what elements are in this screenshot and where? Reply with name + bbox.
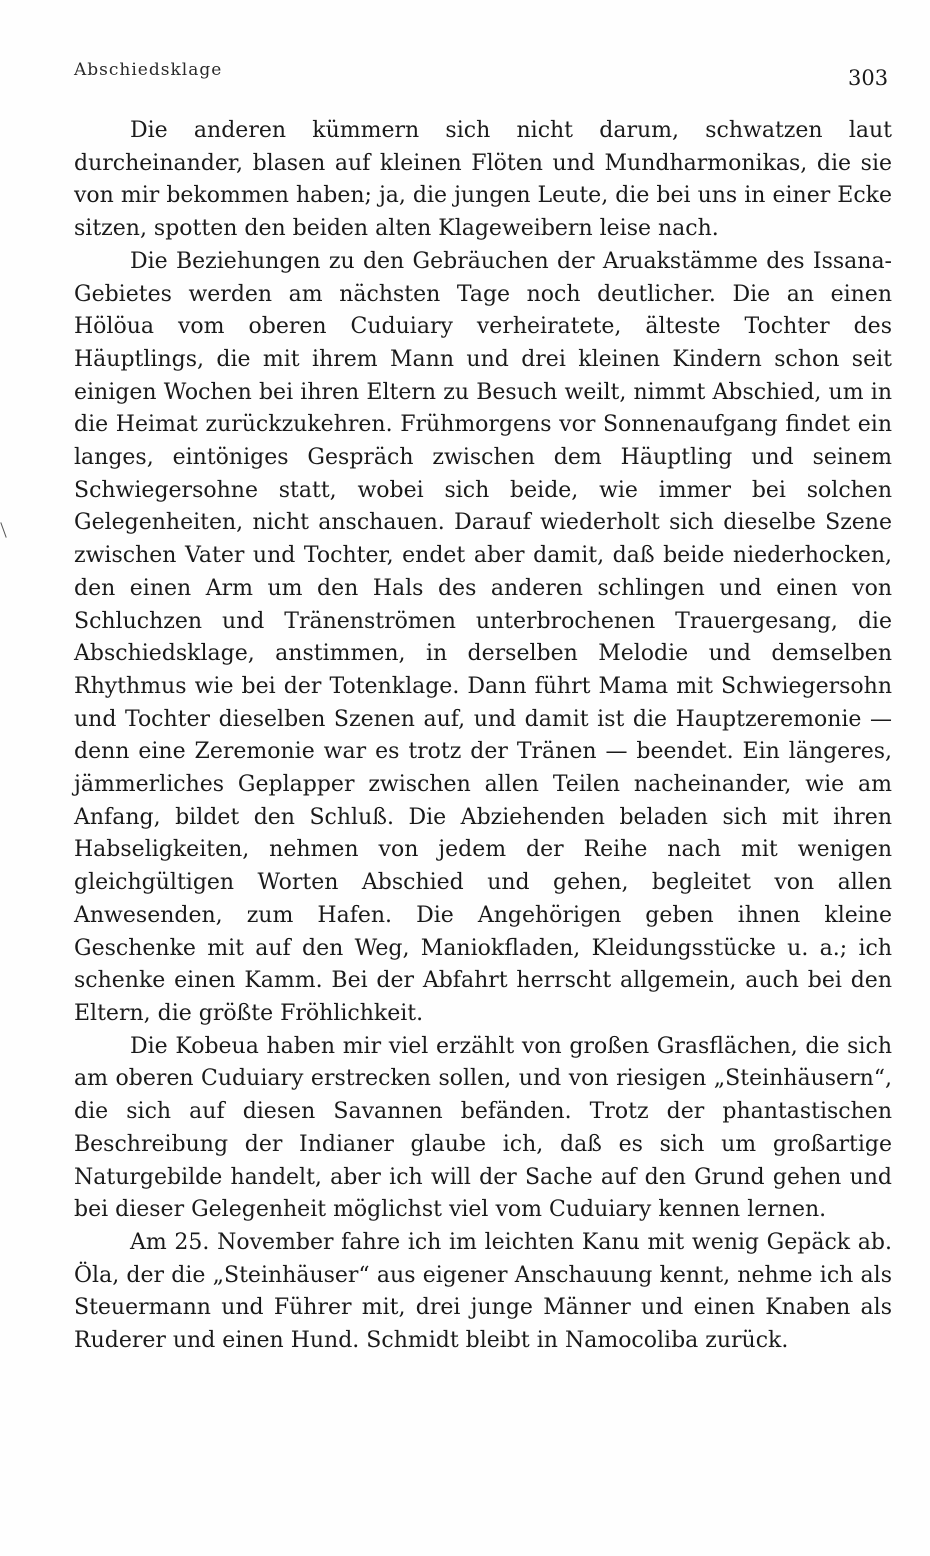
paragraph: Am 25. November fahre ich im leichten Kanu mit wenig Gepäck ab. Öla, der die „Steinhäuser“ aus eigener Anschauung kennt, nehme ich als Steuermann und Führer mit, drei junge Männer und einen Knaben als Ruderer und einen Hund. Schmidt bleibt in Namocoliba zurück. xyxy=(74,1229,892,1354)
page-number: 303 xyxy=(848,66,889,90)
paragraph: Die Beziehungen zu den Gebräuchen der Aruakstämme des Issana-Gebietes werden am nächsten Tage noch deutlicher. Die an einen Hölöua vom oberen Cuduiary verheiratete, älteste Tochter des Häuptlings, die mit ihrem Mann und drei kleinen Kindern schon seit einigen Wochen bei ihren Eltern zu Besuch weilt, nimmt Abschied, um in die Heimat zurückzukehren. Frühmorgens vor Sonnenaufgang findet ein langes, eintöniges Gespräch zwischen dem Häuptling und seinem Schwiegersohne statt, wobei sich beide, wie immer bei solchen Gelegenheiten, nicht anschauen. Darauf wiederholt sich dieselbe Szene zwischen Vater und Tochter, endet aber damit, daß beide niederhocken, den einen Arm um den Hals des anderen schlingen und einen von Schluchzen und Tränenströmen unterbrochenen Trauergesang, die Abschiedsklage, anstimmen, in derselben Melodie und demselben Rhythmus wie bei der Totenklage. Dann führt Mama mit Schwiegersohn und Tochter dieselben Szenen auf, und damit ist die Hauptzeremonie — denn eine Zeremonie war es trotz der Tränen — beendet. Ein längeres, jämmerliches Geplapper zwischen allen Teilen nacheinander, wie am Anfang, bildet den Schluß. Die Abziehenden beladen sich mit ihren Habseligkeiten, nehmen von jedem der Reihe nach mit wenigen gleichgültigen Worten Abschied und gehen, begleitet von allen Anwesenden, zum Hafen. Die Angehörigen geben ihnen kleine Geschenke mit auf den Weg, Maniokfladen, Kleidungsstücke u. a.; ich schenke einen Kamm. Bei der Abfahrt herrscht allgemein, auch bei den Eltern, die größte Fröhlichkeit. xyxy=(74,248,892,1026)
running-head: Abschiedsklage xyxy=(74,60,223,80)
paragraph: Die Kobeua haben mir viel erzählt von großen Grasflächen, die sich am oberen Cuduiary erstrecken sollen, und von riesigen „Steinhäusern“, die sich auf diesen Savannen befänden. Trotz der phantastischen Beschreibung der Indianer glaube ich, daß es sich um großartige Naturgebilde handelt, aber ich will der Sache auf den Grund gehen und bei dieser Gelegenheit möglichst viel vom Cuduiary kennen lernen. xyxy=(74,1033,892,1223)
paragraph: Die anderen kümmern sich nicht darum, schwatzen laut durcheinander, blasen auf kleinen Flöten und Mundharmonikas, die sie von mir bekommen haben; ja, die jungen Leute, die bei uns in einer Ecke sitzen, spotten den beiden alten Klageweibern leise nach. xyxy=(74,118,892,242)
margin-mark xyxy=(0,522,6,537)
body-text xyxy=(74,115,892,1358)
